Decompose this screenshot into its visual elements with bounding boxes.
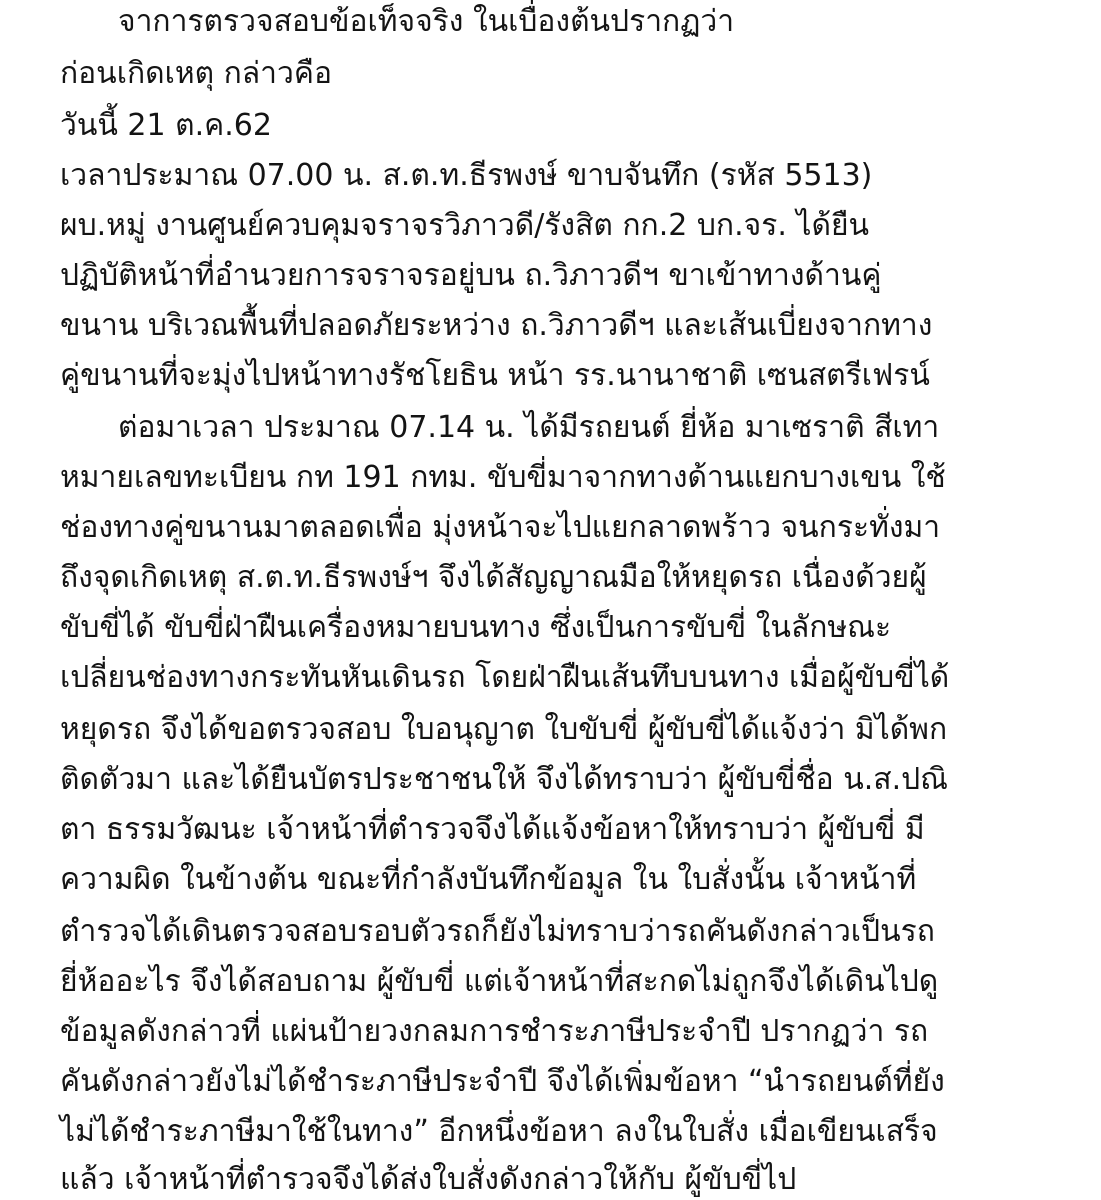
text-line-21: ข้อมูลดังกล่าวที่ แผ่นป้ายวงกลมการชำระภาษีประจำปี ปรากฏว่า รถ xyxy=(60,1014,929,1049)
text-line-6: ปฏิบัติหน้าที่อำนวยการจราจรอยู่บน ถ.วิภาวดีฯ ขาเข้าทางด้านคู่ xyxy=(60,258,882,293)
text-line-16: ติดตัวมา และได้ยืนบัตรประชาชนให้ จึงได้ทราบว่า ผู้ขับขี่ชื่อ น.ส.ปณิ xyxy=(60,762,949,797)
text-line-24: แล้ว เจ้าหน้าที่ตำรวจจึงได้ส่งใบสั่งดังกล่าวให้กับ ผู้ขับขี่ไป xyxy=(60,1162,797,1197)
text-line-12: ถึงจุดเกิดเหตุ ส.ต.ท.ธีรพงษ์ฯ จึงได้สัญญาณมือให้หยุดรถ เนื่องด้วยผู้ xyxy=(60,560,927,595)
text-line-19: ตำรวจได้เดินตรวจสอบรอบตัวรถก็ยังไม่ทราบว่ารถคันดังกล่าวเป็นรถ xyxy=(60,914,935,949)
text-line-14: เปลี่ยนช่องทางกระทันหันเดินรถ โดยฝ่าฝืนเส้นทึบบนทาง เมื่อผู้ขับขี่ได้ xyxy=(60,660,950,695)
text-line-9: ต่อมาเวลา ประมาณ 07.14 น. ได้มีรถยนต์ ยี่ห้อ มาเซราติ สีเทา xyxy=(118,410,940,445)
text-line-5: ผบ.หมู่ งานศูนย์ควบคุมจราจรวิภาวดี/รังสิต กก.2 บก.จร. ได้ยืน xyxy=(60,208,870,243)
text-line-11: ช่องทางคู่ขนานมาตลอดเพื่อ มุ่งหน้าจะไปแยกลาดพร้าว จนกระทั่งมา xyxy=(60,510,941,545)
text-line-22: คันดังกล่าวยังไม่ได้ชำระภาษีประจำปี จึงได้เพิ่มข้อหา “นำรถยนต์ที่ยัง xyxy=(60,1064,945,1099)
text-line-13: ขับขี่ได้ ขับขี่ฝ่าฝืนเครื่องหมายบนทาง ซึ่งเป็นการขับขี่ ในลักษณะ xyxy=(60,610,892,645)
text-line-17: ตา ธรรมวัฒนะ เจ้าหน้าที่ตำรวจจึงได้แจ้งข้อหาให้ทราบว่า ผู้ขับขี่ มี xyxy=(60,812,925,847)
text-line-20: ยี่ห้ออะไร จึงได้สอบถาม ผู้ขับขี่ แต่เจ้าหน้าที่สะกดไม่ถูกจึงได้เดินไปดู xyxy=(60,964,939,999)
text-line-18: ความผิด ในข้างต้น ขณะที่กำลังบันทึกข้อมูล ใน ใบสั่งนั้น เจ้าหน้าที่ xyxy=(60,862,917,897)
text-line-15: หยุดรถ จึงได้ขอตรวจสอบ ใบอนุญาต ใบขับขี่ ผู้ขับขี่ได้แจ้งว่า มิได้พก xyxy=(60,712,948,747)
text-line-7: ขนาน บริเวณพื้นที่ปลอดภัยระหว่าง ถ.วิภาวดีฯ และเส้นเบี่ยงจากทาง xyxy=(60,308,933,343)
text-line-8: คู่ขนานที่จะมุ่งไปหน้าทางรัชโยธิน หน้า รร.นานาชาติ เซนสตรีเฟรน์ xyxy=(60,358,930,393)
text-line-10: หมายเลขทะเบียน กท 191 กทม. ขับขี่มาจากทางด้านแยกบางเขน ใช้ xyxy=(60,460,946,495)
text-line-1: จาการตรวจสอบข้อเท็จจริง ในเบื่องต้นปรากฏว่า xyxy=(118,4,735,39)
text-line-23: ไม่ได้ชำระภาษีมาใช้ในทาง” อีกหนึ่งข้อหา ลงในใบสั่ง เมื่อเขียนเสร็จ xyxy=(60,1114,938,1149)
text-line-2: ก่อนเกิดเหตุ กล่าวคือ xyxy=(60,56,332,91)
text-line-3: วันนี้ 21 ต.ค.62 xyxy=(60,108,272,143)
text-line-4: เวลาประมาณ 07.00 น. ส.ต.ท.ธีรพงษ์ ขาบจันทึก (รหัส 5513) xyxy=(60,158,873,193)
